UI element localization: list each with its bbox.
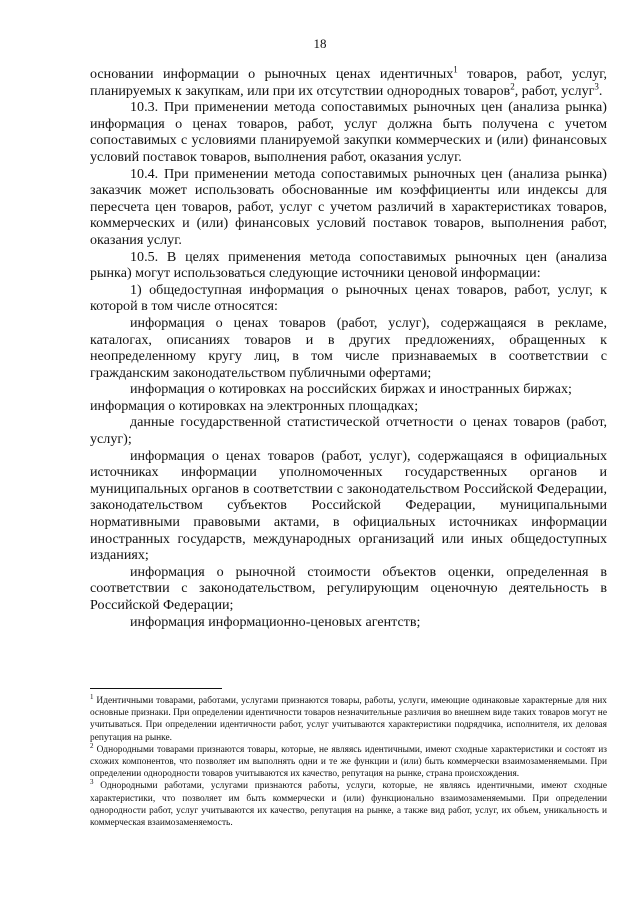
list-subitem: информация о котировках на российских биржах и иностранных биржах;	[130, 381, 572, 398]
page-number: 18	[313, 36, 327, 51]
paragraph-text: основании информации о рыночных ценах идентичных	[90, 66, 454, 82]
footnote-1	[90, 692, 607, 744]
paragraph-10-4: 10.4. При применении метода сопоставимых рыночных цен (анализа рынка) заказчик может использовать обоснованные им коэффициенты или индексы для пересчета цен товаров, работ, услуг с учетом различий в характеристиках товаров, коммерческих и (или) финансовых условий поставок товаров, выполнения работ, оказания услуг.	[90, 165, 607, 248]
footnote-2	[90, 741, 607, 781]
footnote-divider	[90, 688, 222, 689]
paragraph-text: .	[598, 82, 603, 99]
footnote-text: Однородными работами, услугами признаются работы, услуги, которые, не являясь идентичными, имеют сходные характеристики, что позволяет им быть коммерчески и (или) функционально взаимозаменяемыми. При определении однородности работ, услуг учитываются их качество, репутация на рынке, а также вид работ, услуг, их объем, уникальность и коммерческая взаимозаменяемость.	[90, 781, 607, 829]
footnote-mark: 2	[90, 741, 94, 750]
footnote-text: Идентичными товарами, работами, услугами признаются товары, работы, услуги, имеющие одинаковые характерные для них основные признаки. При определении идентичности товаров незначительные различия во внешнем виде таких товаров могут не учитываться. При определении идентичности работ, услуг учитываются характеристики подрядчика, исполнителя, их деловая репутация на рынке.	[90, 696, 607, 743]
paragraph-text: товаров, работ, услуг, планируемых к закупкам, или при их отсутствии однородных товаров	[90, 66, 607, 99]
footnote-mark: 3	[90, 778, 94, 787]
paragraph-10-5: 10.5. В целях применения метода сопоставимых рыночных цен (анализа рынка) могут использоваться следующие источники ценовой информации:	[90, 248, 607, 282]
footnote-ref-1: 1	[453, 64, 458, 75]
footnote-mark: 1	[90, 692, 94, 701]
list-subitem: информация о ценах товаров (работ, услуг), содержащаяся в рекламе, каталогах, описаниях товаров и в других предложениях, обращенных к неопределенному кругу лиц, в том числе признаваемых в соответствии с гражданским законодательством публичными офертами;	[90, 314, 607, 381]
paragraph-continuation	[90, 66, 607, 99]
list-subitem: информация информационно-ценовых агентств;	[130, 613, 421, 630]
footnote-text: Однородными товарами признаются товары, которые, не являясь идентичными, имеют сходные характеристики и состоят из схожих компонентов, что позволяет им выполнять одни и те же функции и (или) быть коммерчески взаимозаменяемыми. При определении однородности товаров учитываются их качество, репутация на рынке, страна происхождения.	[90, 744, 607, 780]
list-item-1: 1) общедоступная информация о рыночных ценах товаров, работ, услуг, к которой в том числе относятся:	[90, 281, 607, 315]
footnote-3	[90, 780, 607, 829]
body-text	[90, 66, 607, 630]
footnotes	[90, 692, 607, 829]
paragraph-text: , работ, услуг	[514, 82, 595, 99]
list-subitem: информация о котировках на электронных площадках;	[90, 397, 419, 414]
paragraph-10-3: 10.3. При применении метода сопоставимых рыночных цен (анализа рынка) информация о ценах товаров, работ, услуг должна быть получена с учетом сопоставимых с условиями планируемой закупки коммерческих и (или) финансовых условий поставок товаров, выполнения работ, оказания услуг.	[90, 99, 607, 165]
footnote-ref-3: 3	[594, 80, 599, 91]
footnote-ref-2: 2	[510, 80, 515, 91]
list-subitem: информация о рыночной стоимости объектов оценки, определенная в соответствии с законодательством, регулирующим оценочную деятельность в Российской Федерации;	[90, 563, 607, 613]
list-subitem: данные государственной статистической отчетности о ценах товаров (работ, услуг);	[90, 414, 607, 448]
list-subitem: информация о ценах товаров (работ, услуг), содержащаяся в официальных источниках информации уполномоченных государственных органов и муниципальных органов в соответствии с законодательством Российской Федерации, законодательством субъектов Российской Федерации, муниципальными нормативными правовыми актами, в официальных источниках информации иностранных государств, международных организаций или иных общедоступных изданиях;	[90, 447, 607, 564]
